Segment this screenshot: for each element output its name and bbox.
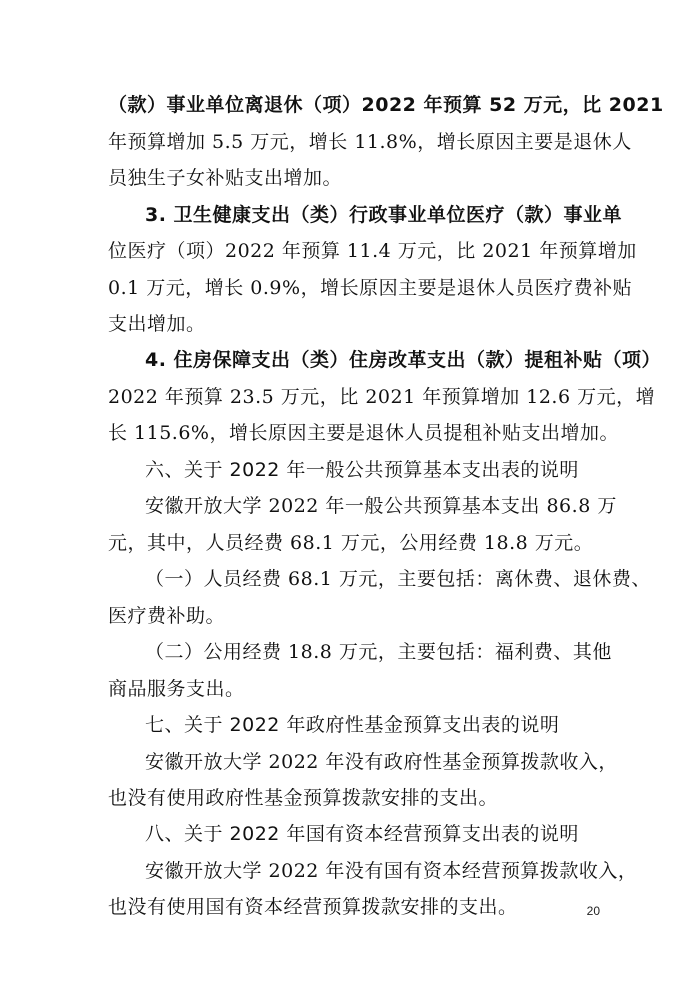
paragraph-line: 也没有使用政府性基金预算拨款安排的支出。 <box>108 787 499 809</box>
paragraph-line: 支出增加。 <box>108 313 206 335</box>
paragraph-line: 安徽开放大学 2022 年没有国有资本经营预算拨款收入， <box>145 860 638 882</box>
section-heading: 六、关于 2022 年一般公共预算基本支出表的说明 <box>145 459 579 481</box>
paragraph-line: 也没有使用国有资本经营预算拨款安排的支出。 <box>108 896 518 918</box>
paragraph-line: 员独生子女补贴支出增加。 <box>108 167 343 189</box>
paragraph-line: 商品服务支出。 <box>108 678 245 700</box>
paragraph-line: 元，其中，人员经费 68.1 万元，公用经费 18.8 万元。 <box>108 532 594 554</box>
section-item-heading: 4. 住房保障支出（类）住房改革支出（款）提租补贴（项） <box>145 349 662 371</box>
paragraph-line: 医疗费补助。 <box>108 605 226 627</box>
section-heading: 八、关于 2022 年国有资本经营预算支出表的说明 <box>145 823 579 845</box>
section-item-heading: 3. 卫生健康支出（类）行政事业单位医疗（款）事业单 <box>145 204 623 226</box>
paragraph-line: （款）事业单位离退休（项）2022 年预算 52 万元，比 2021 <box>108 94 664 116</box>
paragraph-line: （一）人员经费 68.1 万元，主要包括：离休费、退休费、 <box>145 568 651 590</box>
section-heading: 七、关于 2022 年政府性基金预算支出表的说明 <box>145 714 560 736</box>
paragraph-line: 0.1 万元，增长 0.9%，增长原因主要是退休人员医疗费补贴 <box>108 277 633 299</box>
paragraph-line: 长 115.6%，增长原因主要是退休人员提租补贴支出增加。 <box>108 422 619 444</box>
page-number: 20 <box>586 904 600 918</box>
paragraph-line: 2022 年预算 23.5 万元，比 2021 年预算增加 12.6 万元，增 <box>108 386 656 408</box>
paragraph-line: 安徽开放大学 2022 年一般公共预算基本支出 86.8 万 <box>145 495 617 517</box>
paragraph-line: 安徽开放大学 2022 年没有政府性基金预算拨款收入， <box>145 751 618 773</box>
paragraph-line: （二）公用经费 18.8 万元，主要包括：福利费、其他 <box>145 641 612 663</box>
paragraph-line: 位医疗（项）2022 年预算 11.4 万元，比 2021 年预算增加 <box>108 240 637 262</box>
paragraph-line: 年预算增加 5.5 万元，增长 11.8%，增长原因主要是退休人 <box>108 131 632 153</box>
